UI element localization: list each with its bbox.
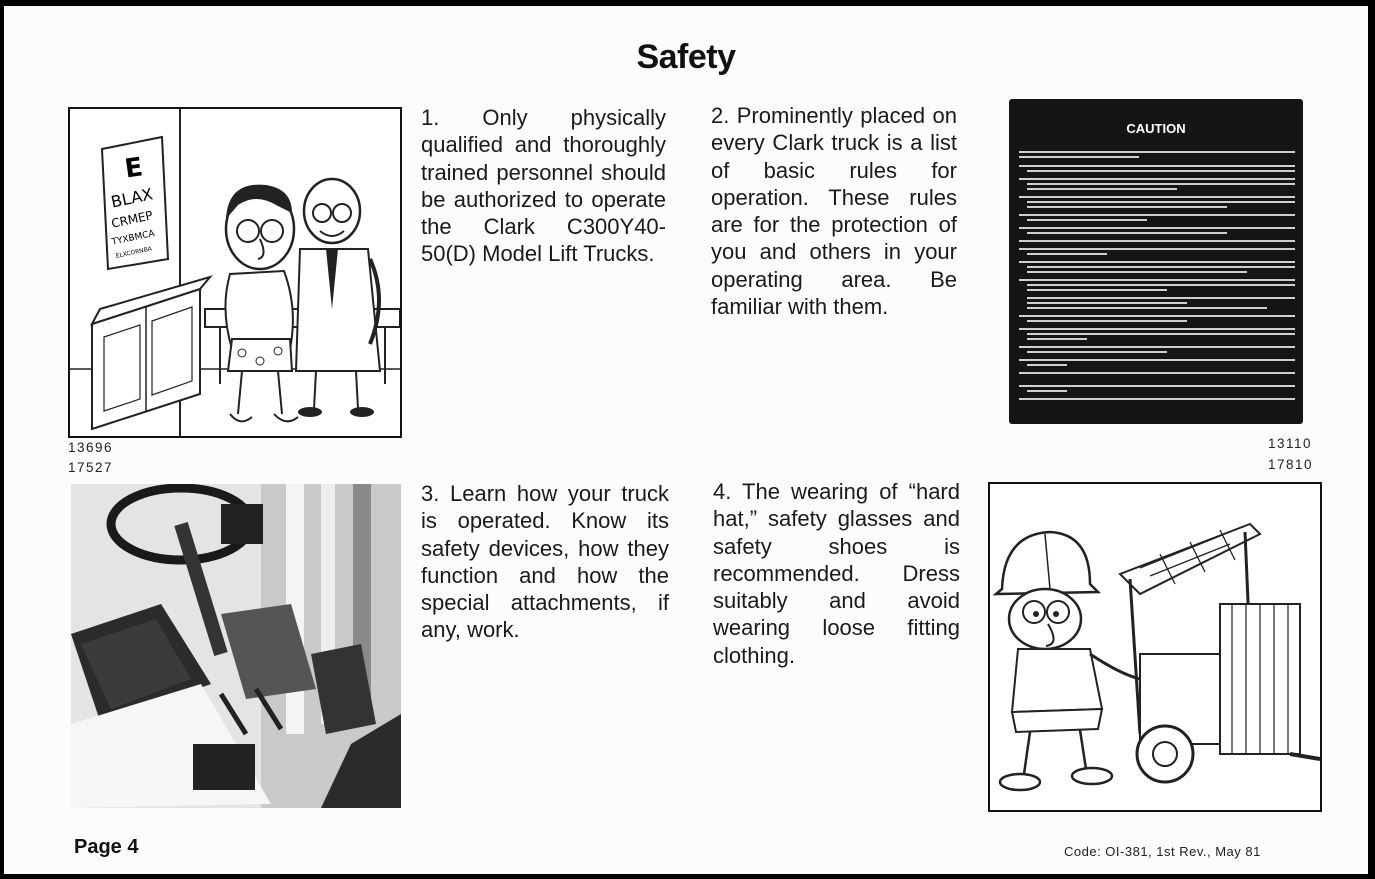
safety-rule-4: 4. The wearing of “hard hat,” safety glasses and safety shoes is recommended. Dress suitably and avoid wearing loose fitting clothing. xyxy=(713,479,960,668)
operator-compartment-photo xyxy=(71,484,401,808)
document-code: Code: OI-381, 1st Rev., May 81 xyxy=(1064,844,1261,859)
figure-number-13110: 13110 xyxy=(1268,436,1313,451)
safety-rule-3: 3. Learn how your truck is operated. Know its safety devices, how they function and how the special attachments, if any, work. xyxy=(421,481,669,643)
figure-number-17527: 17527 xyxy=(68,460,114,475)
eye-chart-line-3: CRMEP xyxy=(110,208,154,231)
figure-number-17810: 17810 xyxy=(1268,457,1314,472)
doctor-exam-illustration xyxy=(68,107,402,438)
eye-chart-line-2: BLAX xyxy=(109,184,155,212)
hard-hat-worker-illustration xyxy=(988,482,1322,812)
safety-rule-1: 1. Only physically qualified and thoroughly trained personnel should be authorized to operate the Clark C300Y40-50(D) Model Lift Trucks. xyxy=(421,105,666,267)
caution-title: CAUTION xyxy=(1126,121,1186,136)
figure-number-13696: 13696 xyxy=(68,440,114,455)
safety-rule-2: 2. Prominently placed on every Clark truck is a list of basic rules for operation. These rules are for the protection of you and others in your operating area. Be familiar with them. xyxy=(711,103,957,320)
eye-chart-line-1: E xyxy=(122,152,145,185)
page-number: Page 4 xyxy=(74,836,139,858)
page-title: Safety xyxy=(636,38,736,76)
eye-chart-line-5: ELXCORNBA xyxy=(115,245,153,260)
manual-page xyxy=(4,6,1368,874)
caution-plate xyxy=(1009,99,1303,424)
eye-chart-line-4: TYXBMCA xyxy=(110,228,156,248)
